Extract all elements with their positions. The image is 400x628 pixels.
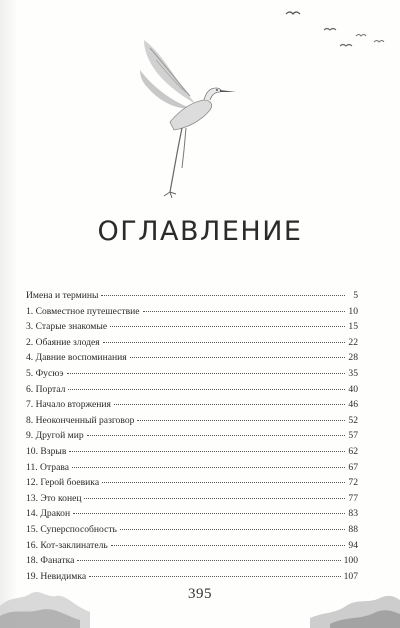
toc-entry (26, 382, 358, 398)
toc-entry-page: 57 (348, 430, 358, 442)
toc-entry (26, 335, 358, 351)
toc-entry-title: 13. Это конец (26, 492, 82, 504)
dot-leader (102, 482, 345, 483)
toc-entry-page: 77 (348, 492, 358, 504)
toc-entry-page: 72 (348, 477, 358, 489)
toc-entry (26, 522, 358, 538)
toc-entry-title: 4. Давние воспоминания (26, 352, 127, 364)
toc-entry-title: 14. Дракон (26, 508, 71, 520)
toc-entry (26, 366, 358, 382)
toc-entry-title: 2. Обаяние злодея (26, 336, 100, 348)
toc-entry (26, 319, 358, 335)
toc-entry (26, 413, 358, 429)
toc-entry-title: 10. Взрыв (26, 445, 67, 457)
toc-entry-title: 16. Кот-заклинатель (26, 539, 108, 551)
dot-leader (137, 420, 345, 421)
toc-entry-page: 62 (348, 445, 358, 457)
toc-entry-title: 11. Отрава (26, 461, 69, 473)
toc-entry-page: 10 (348, 305, 358, 317)
dot-leader (72, 467, 345, 468)
toc-entry (26, 506, 358, 522)
toc-entry-page: 35 (348, 367, 358, 379)
toc-entry-title: 3. Старые знакомые (26, 321, 108, 333)
toc-entry-page: 52 (348, 414, 358, 426)
toc-entry-title: 9. Другой мир (26, 430, 84, 442)
table-of-contents (26, 288, 358, 584)
toc-entry-title: 15. Суперспособность (26, 523, 117, 535)
dot-leader (69, 451, 345, 452)
toc-entry (26, 460, 358, 476)
dot-leader (111, 545, 345, 546)
toc-entry-page: 46 (348, 399, 358, 411)
toc-entry (26, 350, 358, 366)
dot-leader (143, 311, 345, 312)
dot-leader (110, 326, 345, 327)
page-gutter-shadow (0, 0, 18, 628)
dot-leader (73, 513, 345, 514)
toc-entry-page: 5 (353, 290, 358, 301)
dot-leader (103, 342, 345, 343)
toc-entry (26, 397, 358, 413)
toc-entry (26, 288, 358, 304)
dot-leader (101, 295, 345, 296)
toc-entry (26, 444, 358, 460)
toc-entry (26, 475, 358, 491)
dot-leader (114, 404, 345, 405)
toc-entry-title: 7. Начало вторжения (26, 399, 111, 411)
toc-entry-page: 40 (348, 383, 358, 395)
toc-entry (26, 491, 358, 507)
toc-entry-page: 94 (348, 539, 358, 551)
dot-leader (120, 529, 345, 530)
dot-leader (77, 560, 340, 561)
dot-leader (130, 357, 345, 358)
toc-entry-page: 28 (348, 352, 358, 364)
flying-birds-illustration (280, 6, 390, 54)
dot-leader (84, 498, 345, 499)
toc-entry-title: 19. Невидимка (26, 570, 87, 582)
toc-entry-title: 18. Фанатка (26, 555, 75, 567)
toc-entry-page: 15 (348, 321, 358, 333)
dot-leader (89, 576, 341, 577)
toc-entry-page: 107 (343, 570, 358, 582)
toc-entry-title: 6. Портал (26, 383, 66, 395)
toc-entry-title: 5. Фусюэ (26, 367, 64, 379)
toc-entry-page: 67 (348, 461, 358, 473)
toc-entry (26, 538, 358, 554)
toc-entry-page: 83 (348, 508, 358, 520)
toc-entry-page: 88 (348, 523, 358, 535)
dot-leader (87, 435, 345, 436)
toc-entry (26, 428, 358, 444)
toc-entry-page: 100 (343, 555, 358, 567)
page-number: 395 (188, 586, 212, 602)
dot-leader (67, 373, 345, 374)
page-title: ОГЛАВЛЕНИЕ (97, 216, 303, 247)
toc-entry (26, 304, 358, 320)
dot-leader (68, 389, 345, 390)
toc-entry-title: 8. Неоконченный разговор (26, 414, 135, 426)
toc-entry-page: 22 (348, 336, 358, 348)
toc-entry-title: 12. Герой боевика (26, 477, 100, 489)
toc-entry-title: Имена и термины (26, 290, 99, 301)
toc-entry-title: 1. Совместное путешествие (26, 305, 140, 317)
heron-illustration (130, 30, 250, 200)
